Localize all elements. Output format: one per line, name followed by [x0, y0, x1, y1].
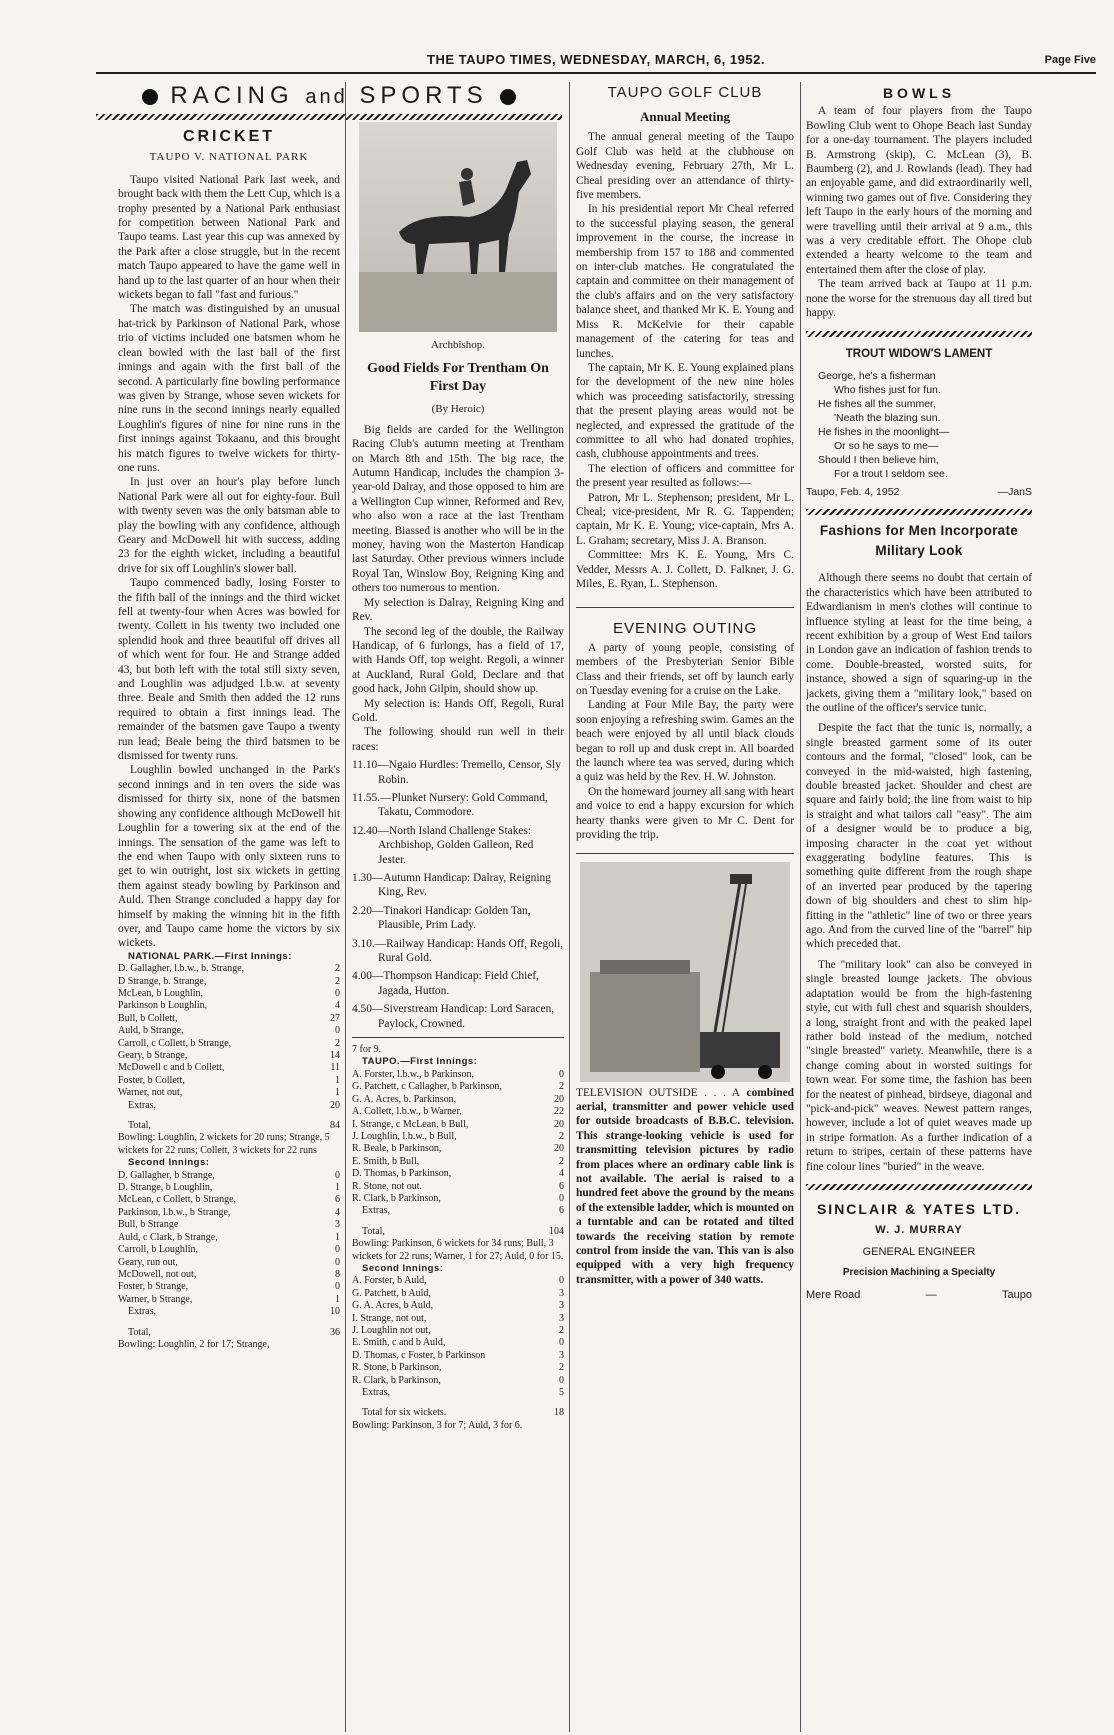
poem-line: Should I then believe him,: [818, 453, 939, 466]
column-rule: [569, 82, 570, 1732]
score-row: D. Thomas, c Foster, b Parkinson 3: [352, 1349, 564, 1361]
cricket-paragraph: Loughlin bowled unchanged in the Park's second innings and in ten overs the side was dismissed for thirty six, none of the batsmen showing any confidence although McDowell hit Loughlin for a towering six at the end of the innings. The sensation of the game was left to the end when Taupo with only sixteen runs to get to win outright, lost six wickets in getting them against steady bowling by Parkinson and Auld. Then Strange concluded a happy day for himself by making the winning hit in the fifth over, and Taupo came home the victors by six wickets.: [118, 764, 340, 950]
poem-line: Or so he says to me—: [834, 439, 939, 452]
score-row: Extras, 20: [128, 1099, 340, 1111]
advert-person: W. J. MURRAY: [875, 1224, 963, 1237]
score-row: Carroll, c Collett, b Strange, 2: [118, 1037, 340, 1049]
bowls-column: [806, 82, 1032, 1732]
score-row: I. Strange, not out, 3: [352, 1312, 564, 1324]
section-rule: [576, 853, 794, 854]
score-row: R. Beale, b Parkinson, 20: [352, 1143, 564, 1155]
scorecard-left: [118, 951, 340, 1352]
advert-town: Taupo: [1002, 1288, 1032, 1301]
cricket-column: [118, 122, 340, 1732]
outing-heading: EVENING OUTING: [612, 620, 757, 638]
score-total: Total, 104: [362, 1225, 564, 1237]
score-row: A. Forster, l.b.w., b Parkinson, 0: [352, 1068, 564, 1080]
scorecard-mid: [352, 1044, 564, 1432]
poem-signoff: [806, 485, 1032, 499]
poem-line: For a trout I seldom see.: [834, 467, 948, 480]
golf-paragraph: Patron, Mr L. Stephenson; president, Mr L. Cheal; vice-president, Mr R. G. Tappenden; captain, Mr K. E. Young; vice-captain, Mrs A. L. Graham; secretary, Miss J. A. Branson.: [576, 491, 794, 547]
section-rule: [576, 607, 794, 608]
zigzag-rule: [806, 1184, 1032, 1190]
trentham-paragraph: Big fields are carded for the Wellington Racing Club's autumn meeting at Trentham on March 8th and 15th. The big race, the Autumn Handicap, includes the champion 3-year-old Dalray, and those opposed to him are a Wellington Cup winner, Reformed and Rev, who also won a race at the last Trentham meeting. Biassed is another who will be in the money, having won the Masterton Handicap last Saturday. Other previous winners include Royal Tan, Winslow Boy, Reigning King and others too numerous to mention.: [352, 423, 564, 595]
advert-dash: —: [925, 1288, 937, 1301]
score-row: R. Clark, b Parkinson, 0: [352, 1192, 564, 1204]
horse-photo: [359, 122, 557, 332]
score-row: Extras, 5: [362, 1387, 564, 1399]
golf-paragraph: The annual general meeting of the Taupo Golf Club was held at the clubhouse on Wednesday evening, February 27th, Mr L. Cheal presiding over an attendance of thirty-five members.: [576, 131, 794, 202]
score-row: R. Clark, b Parkinson, 0: [352, 1374, 564, 1386]
racing-banner: [96, 80, 562, 124]
column-rule: [800, 82, 801, 1732]
score-row: Auld, b Strange, 0: [118, 1025, 340, 1037]
outing-paragraph: On the homeward journey all sang with heart and voice to end a happy excursion for which hearty thanks were given to Mr C. Dent for providing the trip.: [576, 785, 794, 842]
score-row: Foster, b Strange, 0: [118, 1281, 340, 1293]
page-number: Page Five: [1044, 54, 1096, 66]
bowls-paragraph: A team of four players from the Taupo Bowling Club went to Ohope Beach last Sunday for a one-day tournament. The players included B. Armstrong (skip), C. McLean (3), B. Baumberg (2), and J. Rowlands (lead). They had an enjoyable game, and did extraordinarily well, winning two games out of five. Considering they left Taupo in the early hours of the morning and were travelling until their arrival at 9 a.m., this was a very creditable effort. The Ohope club extended a hearty welcome to the team and entertained them after the close of play.: [806, 105, 1032, 276]
score-row: McLean, c Collett, b Strange, 6: [118, 1194, 340, 1206]
trentham-paragraph: The following should run well in their races:: [352, 726, 564, 753]
horse-caption: Archbishop.: [430, 339, 486, 351]
outing-paragraph: Landing at Four Mile Bay, the party were soon enjoying a refreshing swim. Games an the beach were enjoyed by all until black clouds began to roll up and dusk crept in. All boarded the launch where tea was served, during which a quiz was held by the Rev. H. W. Johnston.: [576, 699, 794, 784]
score-row: G. Patchett, c Callagher, b Parkinson, 2: [352, 1081, 564, 1093]
fashion-heading: Fashions for Men Incorporate Military Look: [819, 523, 1019, 559]
score-row: Bull, b Strange 3: [118, 1219, 340, 1231]
bullet-icon: [142, 89, 158, 105]
race-tip: 4.50—Siverstream Handicap: Lord Saracen, Paylock, Crowned.: [352, 1003, 555, 1030]
bowling-summary: Bowling: Loughlin, 2 for 17; Strange,: [118, 1338, 270, 1350]
horse-illustration-icon: [359, 122, 557, 332]
score-row: J. Loughlin, l.b.w., b Bull, 2: [352, 1130, 564, 1142]
score-row: Bull, b Collett, 27: [118, 1012, 340, 1024]
score-row: Foster, b Collett, 1: [118, 1074, 340, 1086]
score-rows-2: [118, 1170, 340, 1319]
score-row: Geary, run out, 0: [118, 1256, 340, 1268]
cricket-paragraph: Taupo visited National Park last week, and brought back with them the Lett Cup, which is a trophy presented by a National Park enthusiast for competition between National Park and Taupo teams. Last year this cup was annexed by the Park after a close struggle, but in the recent match Taupo appeared to have the game well in hand up to the last quarter of an hour when their wickets began to fall "fast and furious.": [118, 173, 340, 302]
score-row: G. A. Acres, b. Parkinson, 20: [352, 1093, 564, 1105]
newspaper-title: THE TAUPO TIMES, WEDNESDAY, MARCH, 6, 1952.: [427, 52, 765, 67]
score-total: Total for six wickets. 18: [362, 1407, 564, 1419]
score-row: Warner, b Strange, 1: [118, 1293, 340, 1305]
poem-heading: TROUT WIDOW'S LAMENT: [845, 347, 993, 360]
advert-street: Mere Road: [806, 1288, 861, 1301]
bowling-lead: 7 for 9.: [352, 1044, 382, 1056]
score-row: D. Gallagher, b Strange, 0: [118, 1169, 340, 1181]
poem-line: 'Neath the blazing sun.: [834, 411, 941, 424]
race-tip: 11.10—Ngaio Hurdles: Tremello, Censor, Sly Robin.: [352, 759, 561, 786]
score-row: McDowell c and b Collett, 11: [118, 1062, 340, 1074]
score-row: McLean, b Loughlin, 0: [118, 987, 340, 999]
television-van-photo: [580, 862, 790, 1082]
advert-company: SINCLAIR & YATES LTD.: [816, 1200, 1022, 1217]
score-row: E. Smith, c and b Auld, 0: [352, 1337, 564, 1349]
score-row: Carroll, b Loughlin, 0: [118, 1244, 340, 1256]
advert-tagline: Precision Machining a Specialty: [842, 1267, 996, 1279]
race-tip: 3.10.—Railway Handicap: Hands Off, Regoli, Rural Gold.: [352, 937, 564, 965]
bowling-summary: Bowling: Parkinson, 6 wickets for 34 runs; Bull, 3 wickets for 22 runs; Warner, 1 for 27; Auld, 0 for 15.: [352, 1238, 564, 1262]
score-row: A. Forster, b Auld, 0: [352, 1275, 564, 1287]
score-total: Total, 36: [128, 1326, 340, 1338]
score-row: Parkinson, l.b.w., b Strange, 4: [118, 1206, 340, 1218]
golf-column: [576, 82, 794, 1732]
score-row: Parkinson b Loughlin, 4: [118, 1000, 340, 1012]
bowling-summary: Bowling: Parkinson, 3 for 7; Auld, 3 for 6.: [352, 1419, 523, 1431]
race-tip: 12.40—North Island Challenge Stakes: Archbishop, Golden Galleon, Red Jester.: [352, 824, 534, 866]
golf-paragraph: In his presidential report Mr Cheal referred to the successful playing season, the general improvement in the course, the increase in membership from 157 to 188 and commented on inter-club matches. He congratulated the captain and committee on their management of the club's affairs and on the very satisfactory balance sheet, and thanked Mr K. E. Young and Miss R. McKelvie for their capable management of the catering for teas and lunches.: [576, 203, 794, 360]
innings-header: NATIONAL PARK.—First Innings:: [128, 950, 292, 962]
cricket-subhead: TAUPO V. NATIONAL PARK: [149, 151, 309, 164]
fashion-paragraph: Although there seems no doubt that certain of the characteristics which have been attributed to Edwardianism in men's clothes will continue to influence styling at least for the time being, a recent exhibition by a group of West End tailors in London gave an indication of fashion trends to come. Double-breasted, worsted suits, for instance, showed a sign of squaring-up in the jackets, giving them a "military look," based on the outline of the officer's service tunic.: [806, 572, 1032, 714]
trentham-paragraph: My selection is: Hands Off, Regoli, Rural Gold.: [352, 697, 564, 724]
bowling-summary: Bowling: Loughlin, 2 wickets for 20 runs; Strange, 5 wickets for 22 runs; Collett, 3 wickets for 22 runs: [118, 1132, 330, 1156]
score-row: D. Thomas, b Parkinson, 4: [352, 1168, 564, 1180]
trentham-heading: Good Fields For Trentham On First Day: [367, 361, 549, 395]
score-row: J. Loughlin not out, 2: [352, 1325, 564, 1336]
score-row: G. A. Acres, b Auld, 3: [352, 1300, 564, 1312]
race-tip: 2.20—Tinakori Handicap: Golden Tan, Plausible, Prim Lady.: [352, 904, 531, 932]
bowls-heading: BOWLS: [882, 85, 956, 101]
score-row: D. Gallagher, l.b.w., b. Strange, 2: [118, 963, 340, 975]
zigzag-rule: [806, 331, 1032, 337]
score-row: Auld, c Clark, b Strange, 1: [118, 1231, 340, 1243]
innings-header: TAUPO.—First Innings:: [362, 1056, 478, 1068]
tv-caption: [576, 1086, 794, 1288]
score-row: I. Strange, c McLean, b Bull, 20: [352, 1118, 564, 1130]
poem-line: He fishes all the summer,: [818, 397, 936, 410]
poem-author: —JanS: [997, 485, 1032, 498]
score-row: G. Patchett, b Auld, 3: [352, 1287, 564, 1299]
score-row: R. Stone, b Parkinson, 2: [352, 1362, 564, 1374]
cricket-heading: CRICKET: [182, 128, 276, 145]
innings-header: Second Innings:: [362, 1262, 444, 1274]
bullet-icon: [500, 89, 516, 105]
innings-header: Second Innings:: [128, 1157, 210, 1169]
score-row: Extras, 6: [362, 1205, 564, 1217]
score-rows-1: [118, 963, 340, 1112]
trentham-paragraph: My selection is Dalray, Reigning King and Rev.: [352, 596, 564, 624]
section-rule: [352, 1037, 564, 1038]
trentham-byline: (By Heroic): [431, 403, 485, 416]
poem-line: George, he's a fisherman: [818, 369, 936, 382]
score-row: E. Smith, b Bull, 2: [352, 1155, 564, 1167]
cricket-paragraph: Taupo commenced badly, losing Forster to the fifth ball of the innings and the third wicket fell at twenty-four when Acres was bowled for twenty. Collett in his twenty two included one splendid hook and three beautiful off drives all of which went for four. He and Strange added 43, but both left with the total still sixty seven, and Loughlin was adjudged l.b.w. at seventy three. Beale and Smith then added the 12 runs required to obtain a first innings lead. The remainder of the batsmen gave Taupo a twenty run lead; Beale being the third batsmen to be dismissed for twenty runs.: [118, 577, 340, 763]
tv-caption-body: combined aerial, transmitter and power vehicle used for outside broadcasts of B.B.C. television. This strange-looking vehicle is used for transmitting television pictures by radio from places where an ordinary cable link is not available. The aerial is raised to a hundred feet above the ground by the means of the extensible ladder, which is mounted on a turntable and can be rotated and tilted towards the receiving station by remote control from inside the van. This van is also equipped with a very high frequency transmitter, with a power of 340 watts.: [576, 1086, 794, 1286]
fashion-paragraph: Despite the fact that the tunic is, normally, a single breasted garment some of its outer contours and the formal, "closed" look, can be conveyed in the mid-waisted, high fastening, double breasted jacket. Shoulder and chest are square and fairly bold; the line from waist to hip is straight and what tailors call "easy". The aim of a designer would be to produce a big, imposing character in the coat yet without exaggerating bodyline features. This is something quite different from the rough shape of an inverted pear produced by the tapering down of big shoulders and chest to slim hip-fitting in the "athletic" line of two or three years ago. And from the curved line of the "barrel" hip which preceded that.: [806, 722, 1032, 951]
score-row: McDowell, not out, 8: [118, 1268, 340, 1280]
banner-word-sports: SPORTS: [359, 82, 488, 109]
golf-paragraph: Committee: Mrs K. E. Young, Mrs C. Vedder, Messrs A. J. Collett, D. Falkner, J. G. Miles, E. Ryan, L. Stephenson.: [576, 549, 794, 590]
race-tip: 1.30—Autumn Handicap: Dalray, Reigning King, Rev.: [352, 872, 551, 899]
race-tip: 11.55.—Plunket Nursery: Gold Command, Takatu, Commodore.: [352, 791, 548, 819]
score-row: A. Collett, l.b.w., b Warner, 22: [352, 1106, 564, 1118]
tv-caption-lead: TELEVISION OUTSIDE . . . A: [576, 1086, 740, 1099]
advert-role: GENERAL ENGINEER: [862, 1245, 976, 1258]
score-row: D Strange, b. Strange, 2: [118, 975, 340, 987]
zigzag-rule: [96, 114, 562, 120]
golf-heading: TAUPO GOLF CLUB: [607, 84, 763, 101]
tv-van-illustration-icon: [580, 862, 790, 1082]
cricket-paragraph: The match was distinguished by an unusual hat-trick by Parkinson of National Park, whose trio of victims included one batsmen whom he clean bowled with the last ball of the first innings and again with the first ball of the second. A particularly fine bowling performance was given by Strange, whose seven wickets for nine runs in the second innings nearly equalled Loughlin's figures of nine for nine runs in the first innings against Tokaanu, and this brought his match figures to twelve wickets for thirty-one runs.: [118, 303, 340, 474]
poem-body: [818, 369, 1020, 481]
masthead: [96, 50, 1096, 74]
race-tip: 4.00—Thompson Handicap: Field Chief, Jagada, Hutton.: [352, 970, 539, 997]
column-rule: [345, 82, 346, 1732]
score-row: Geary, b Strange, 14: [118, 1050, 340, 1061]
score-total: Total, 84: [128, 1120, 340, 1132]
zigzag-rule: [806, 509, 1032, 515]
score-row: Warner, not out, 1: [118, 1087, 340, 1099]
poem-line: He fishes in the moonlight—: [818, 425, 950, 438]
golf-paragraph: The captain, Mr K. E. Young explained plans for the development of the new nine holes which was proceeding satisfactorily, stressing that the present playing areas would not be neglected, and expressed the gratitude of the committee to all who had donated trophies, cash, clubhouse appointments and trees.: [576, 361, 794, 461]
trentham-column: [352, 122, 564, 1732]
outing-paragraph: A party of young people, consisting of members of the Presbyterian Senior Bible Class and their friends, set off by launch early on Tuesday evening for a cruise on the Lake.: [576, 641, 794, 698]
golf-subhead: Annual Meeting: [640, 109, 730, 125]
cricket-paragraph: In just over an hour's play before lunch National Park were all out for eighty-four. Bull with twenty seven was the only batsman able to play the bowling with any confidence, although Geary and McDowell hit with success, adding 23 for the eighth wicket, including a beautiful drive for six off Loughlin's slower ball.: [118, 476, 340, 575]
trentham-paragraph: The second leg of the double, the Railway Handicap, of 6 furlongs, has a field of 17, with Hands Off, top weight. Regoli, a winner at Auckland, Rural Gold, Declare and that good hack, John Gilpin, should show up.: [352, 625, 564, 696]
advert-address: [806, 1288, 1032, 1302]
banner-word-racing: RACING: [170, 82, 294, 109]
score-row: R. Stone, not out. 6: [352, 1180, 564, 1192]
bowls-paragraph: The team arrived back at Taupo at 11 p.m. none the worse for the strenuous day all tired but happy.: [806, 278, 1032, 320]
banner-word-and: and: [305, 86, 348, 108]
poem-line: Who fishes just for fun.: [834, 383, 941, 396]
score-row: D. Strange, b Loughlin, 1: [118, 1182, 340, 1194]
fashion-paragraph: The "military look" can also be conveyed in single breasted lounge jackets. The obvious adaptation would be from the high-fastening style, cut with full chest and squarish shoulders, a long, straight front and with the peaked lapel rather bold instead of the medium, notched "single breasted" variety. Meanwhile, there is a change coming about in worsted suitings for town wear. For some time, the fashion has been for the neatest of pinhead, birdseye, diagonal and "pick-and-pick" weaves. Newest pattern ranges, however, include a lot of quiet weaves made up in stripe formation. As a further indication of a return to stripes, certain of these patterns have fine colour lines "buried" in the weave.: [806, 958, 1032, 1173]
golf-paragraph: The election of officers and committee for the present year resulted as follows:—: [576, 462, 794, 490]
engineer-advert: [806, 1194, 1032, 1304]
poem-date: Taupo, Feb. 4, 1952: [806, 485, 900, 498]
score-row: Extras, 10: [128, 1306, 340, 1318]
